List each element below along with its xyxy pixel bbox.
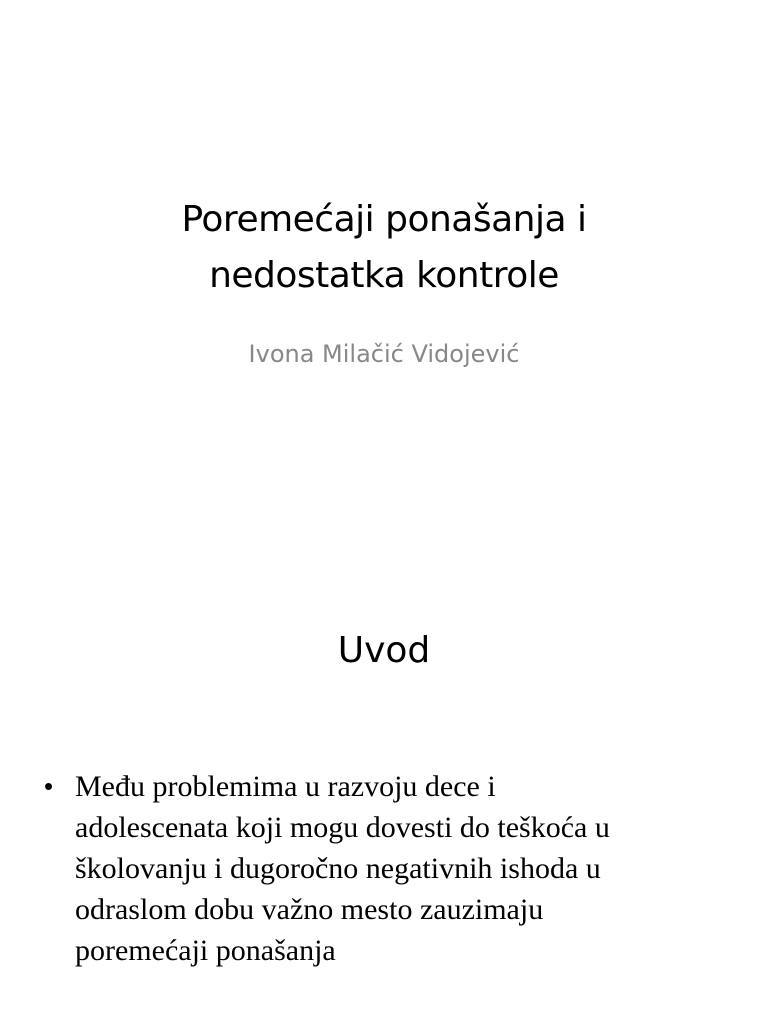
bullet-line-1: Među problemima u razvoju dece i <box>75 770 496 803</box>
title-line-1: Poremećaji ponašanja i <box>181 199 587 240</box>
bullet-line-5: poremećaji ponašanja <box>75 934 336 967</box>
author-name: Ivona Milačić Vidojević <box>248 340 520 368</box>
bullet-item <box>40 766 730 971</box>
bullet-list <box>40 766 730 971</box>
bullet-line-3: školovanju i dugoročno negativnih ishoda u <box>75 852 601 885</box>
title-line-2: nedostatka kontrole <box>209 255 559 296</box>
bullet-marker: • <box>44 771 54 801</box>
slide-intro-heading: Uvod <box>337 630 431 671</box>
bullet-line-4: odraslom dobu važno mesto zauzimaju <box>75 893 544 926</box>
bullet-text <box>75 766 730 971</box>
slide-intro <box>0 576 768 1024</box>
slide-title-heading <box>0 192 768 304</box>
bullet-line-2: adolescenata koji mogu dovesti do teškoća u <box>75 811 610 844</box>
